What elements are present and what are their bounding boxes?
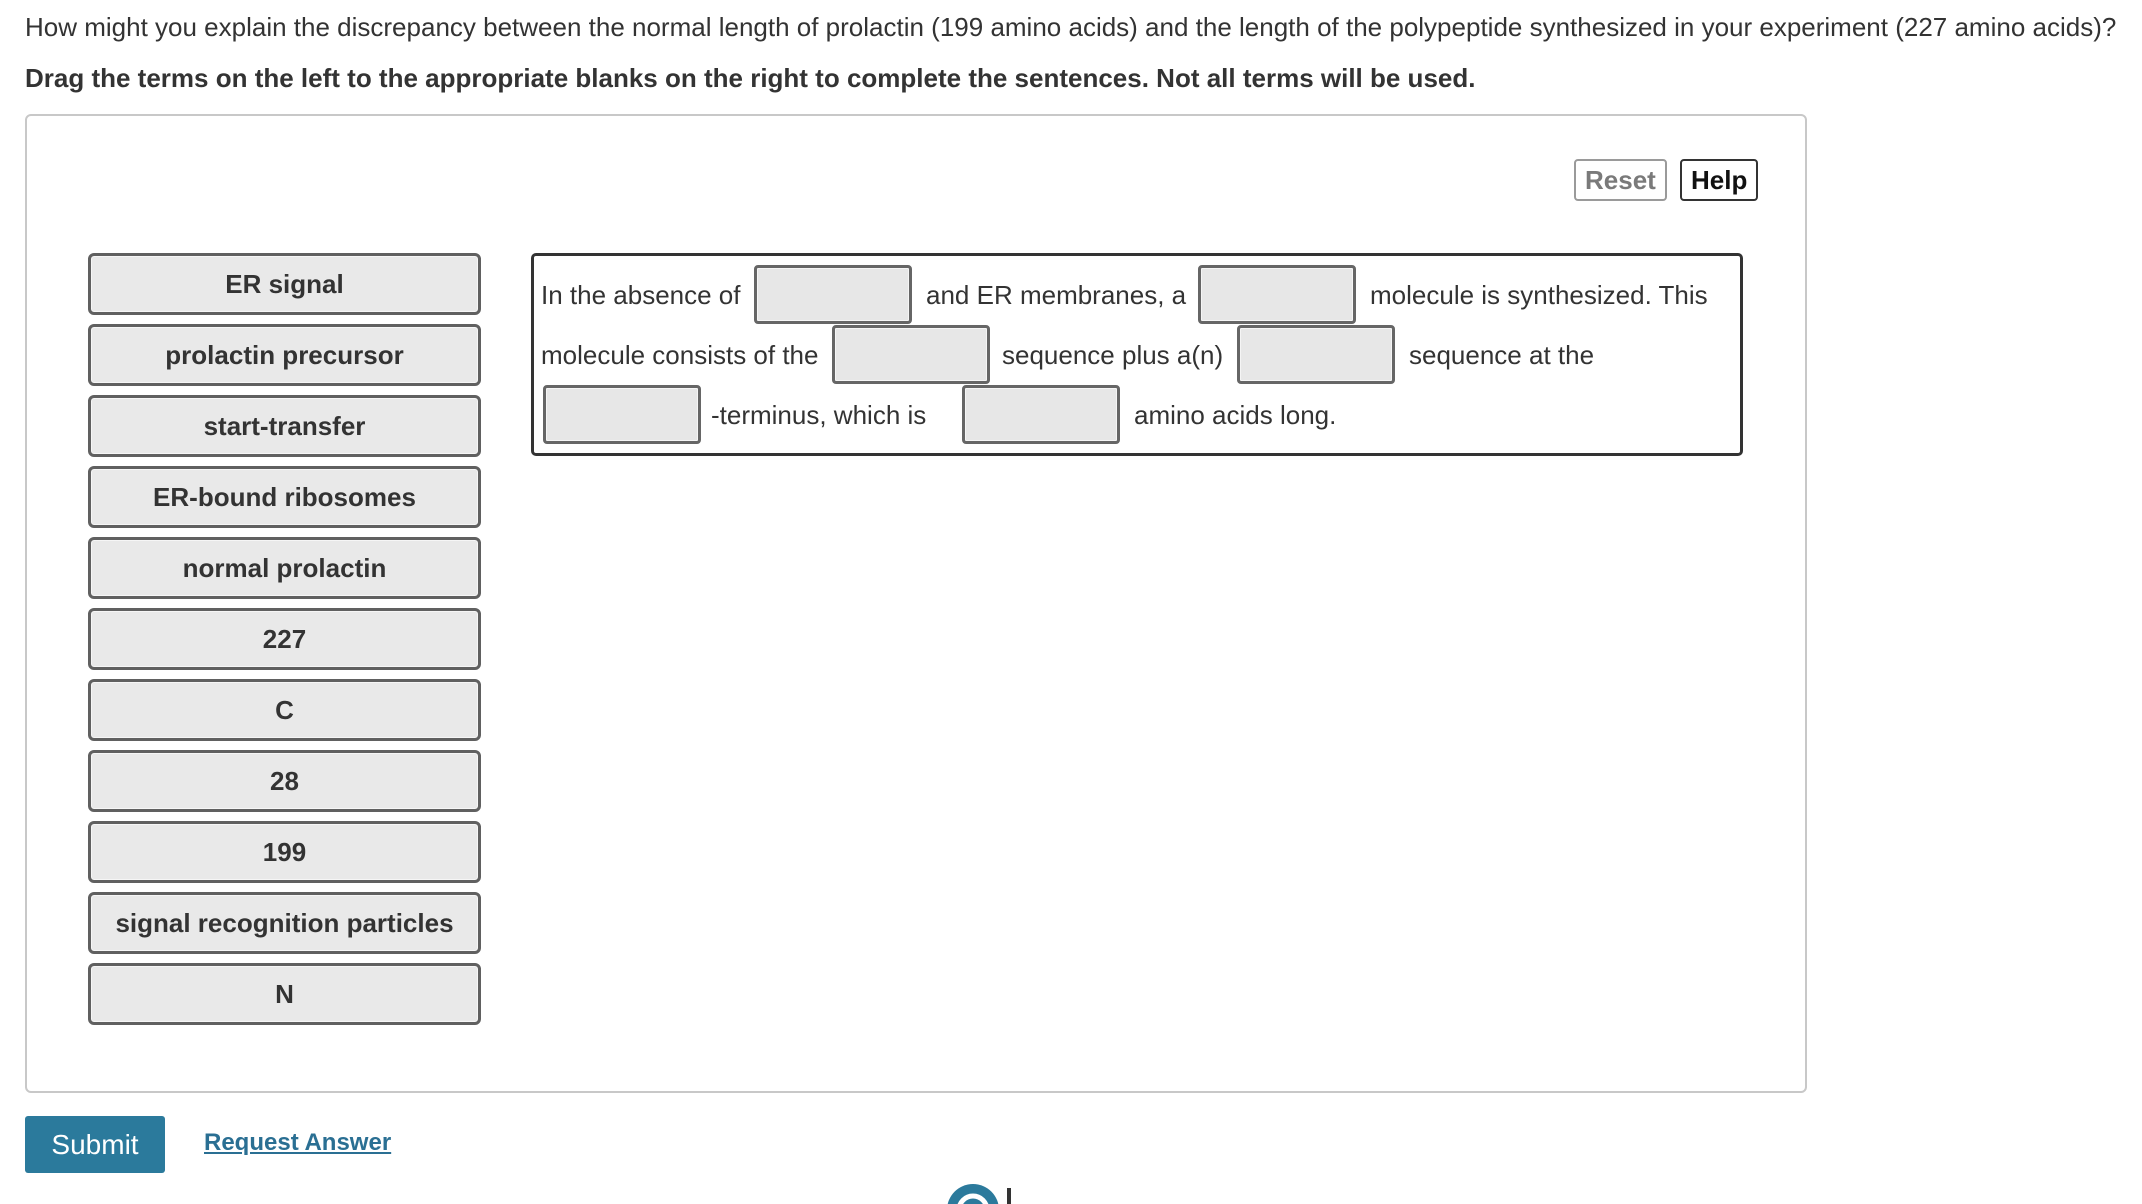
drop-target-4[interactable] [1237, 325, 1395, 384]
request-answer-link[interactable]: Request Answer [204, 1129, 392, 1156]
term-chip-227[interactable]: 227 [88, 608, 481, 670]
drop-target-2[interactable] [1198, 265, 1356, 324]
term-chip-er-bound-ribosomes[interactable]: ER-bound ribosomes [88, 466, 481, 528]
term-chip-er-signal[interactable]: ER signal [88, 253, 481, 315]
term-chip-normal-prolactin[interactable]: normal prolactin [88, 537, 481, 599]
pearson-logo-icon [945, 1180, 1025, 1204]
drop-target-1[interactable] [754, 265, 912, 324]
term-chip-start-transfer[interactable]: start-transfer [88, 395, 481, 457]
sentence-text: amino acids long. [1134, 400, 1337, 430]
drop-target-6[interactable] [962, 385, 1120, 444]
question-text: How might you explain the discrepancy between the normal length of prolactin (199 amino acids) and the length of the polypeptide synthesized in your experiment (227 amino acids)? [25, 12, 2117, 42]
sentence-box [531, 253, 1743, 456]
term-chip-c[interactable]: C [88, 679, 481, 741]
sentence-text: molecule is synthesized. This [1370, 280, 1708, 310]
sentence-text: sequence at the [1409, 340, 1595, 370]
term-bank [88, 253, 481, 1034]
sentence-text: sequence plus a(n) [1002, 340, 1224, 370]
submit-button[interactable]: Submit [25, 1116, 165, 1173]
instruction-text: Drag the terms on the left to the appropriate blanks on the right to complete the sentences. Not all terms will be used. [25, 63, 1476, 93]
sentence-text: In the absence of [541, 280, 741, 310]
drop-target-3[interactable] [832, 325, 990, 384]
term-chip-199[interactable]: 199 [88, 821, 481, 883]
term-chip-n[interactable]: N [88, 963, 481, 1025]
term-chip-prolactin-precursor[interactable]: prolactin precursor [88, 324, 481, 386]
sentence-text: molecule consists of the [541, 340, 819, 370]
sentence-text: and ER membranes, a [926, 280, 1187, 310]
help-button[interactable]: Help [1680, 159, 1758, 201]
sentence-text: -terminus, which is [711, 400, 927, 430]
term-chip-signal-recognition-particles[interactable]: signal recognition particles [88, 892, 481, 954]
drag-drop-panel [25, 114, 1807, 1093]
reset-button[interactable]: Reset [1574, 159, 1667, 201]
term-chip-28[interactable]: 28 [88, 750, 481, 812]
drop-target-5[interactable] [543, 385, 701, 444]
